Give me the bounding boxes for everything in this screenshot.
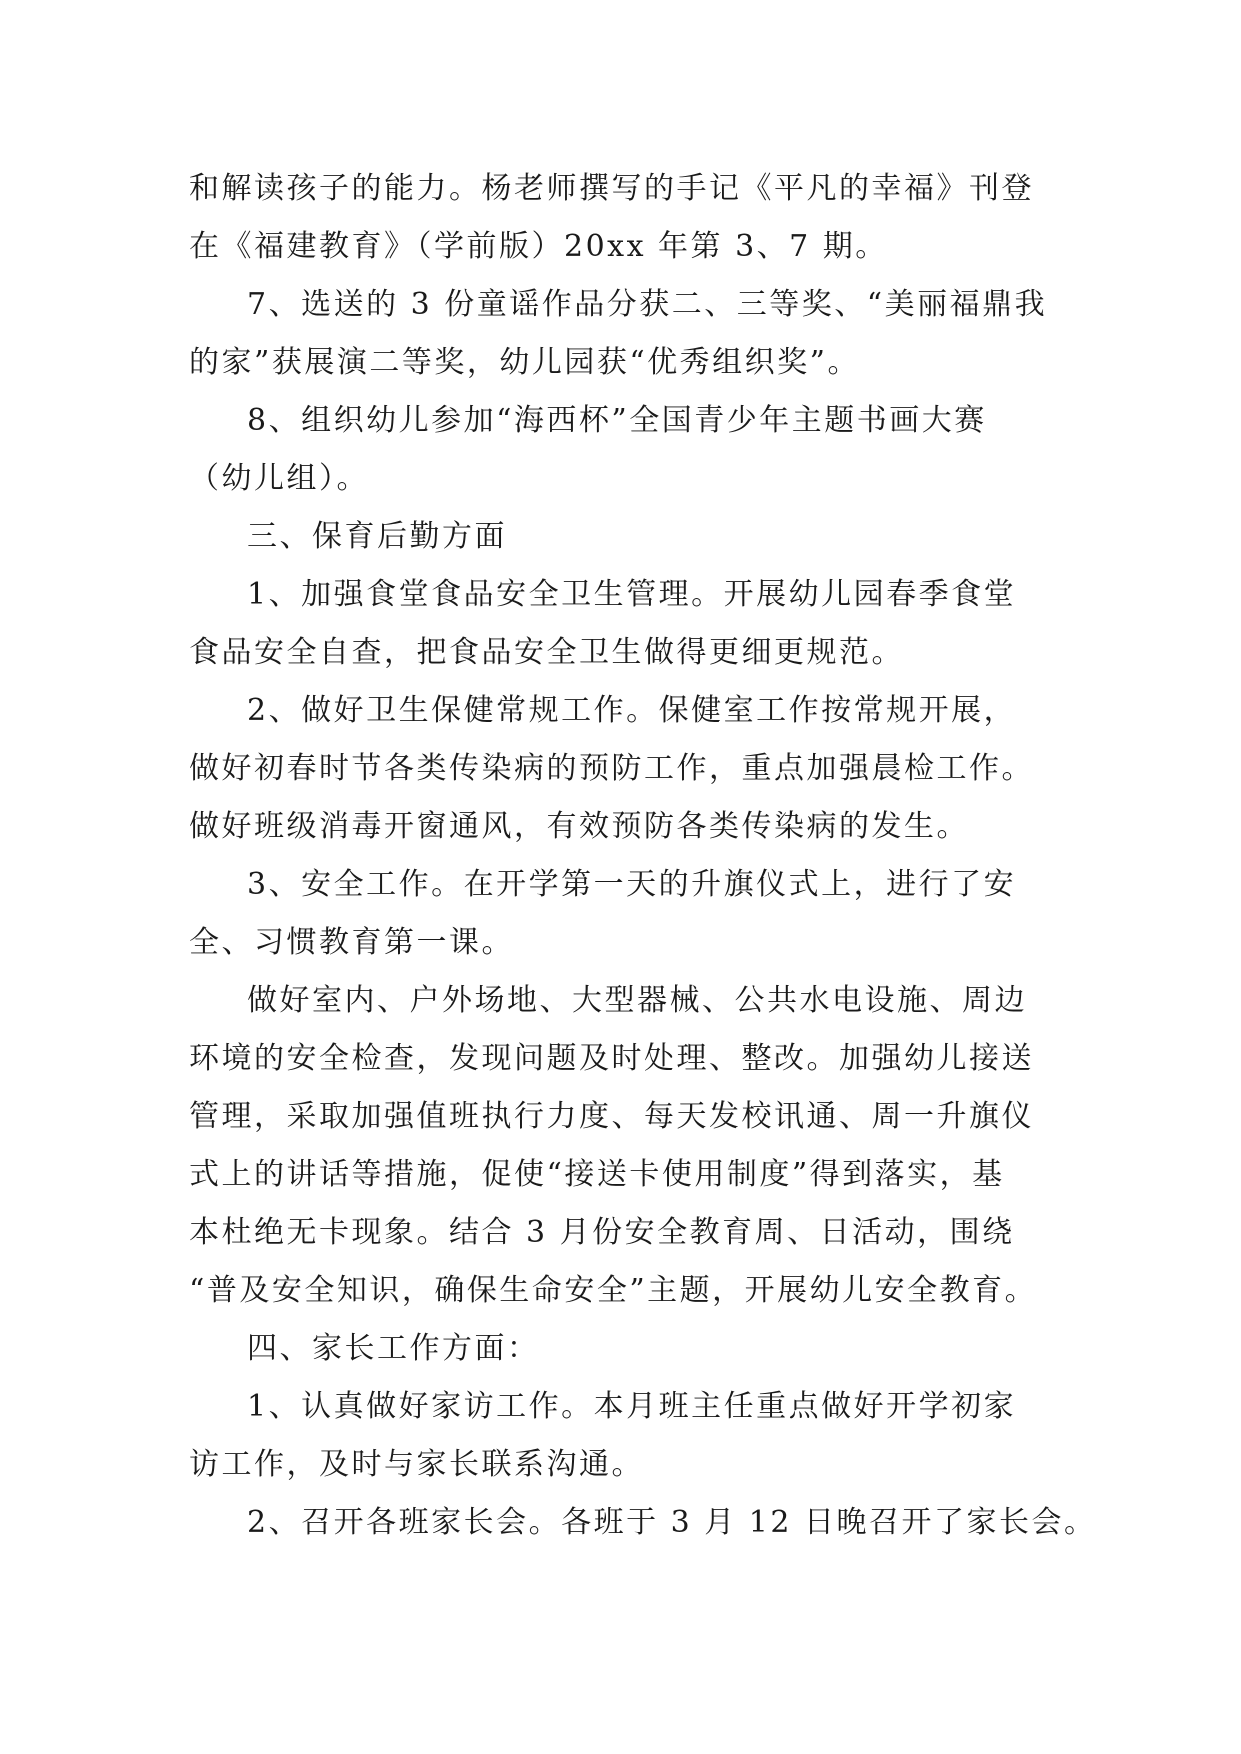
- text-line: 本杜绝无卡现象。结合 3 月份安全教育周、日活动，围绕: [189, 1215, 1015, 1250]
- paragraph: [189, 856, 1053, 972]
- text-line: 7、选送的 3 份童谣作品分获二、三等奖、“美丽福鼎我: [247, 287, 1048, 322]
- text-line: 1、认真做好家访工作。本月班主任重点做好开学初家: [247, 1389, 1017, 1424]
- text-line: “普及安全知识，确保生命安全”主题，开展幼儿安全教育。: [189, 1273, 1038, 1308]
- text-line: 四、家长工作方面：: [247, 1331, 540, 1366]
- paragraph: [189, 1494, 1097, 1552]
- text-line: 3、安全工作。在开学第一天的升旗仪式上，进行了安: [247, 867, 1017, 902]
- text-line: （幼儿组）。: [189, 461, 369, 496]
- text-line: 三、保育后勤方面: [247, 519, 507, 554]
- text-line: 管理，采取加强值班执行力度、每天发校讯通、周一升旗仪: [189, 1099, 1034, 1134]
- text-line: 1、加强食堂食品安全卫生管理。开展幼儿园春季食堂: [247, 577, 1017, 612]
- paragraph: [189, 508, 1053, 566]
- paragraph: [189, 566, 1053, 682]
- paragraph: [189, 160, 1053, 276]
- text-line: 访工作，及时与家长联系沟通。: [189, 1447, 644, 1482]
- text-line: 做好初春时节各类传染病的预防工作，重点加强晨检工作。: [189, 751, 1034, 786]
- paragraph: [189, 682, 1053, 856]
- paragraph: [189, 1320, 1053, 1378]
- paragraph: [189, 1378, 1053, 1494]
- text-line: 做好室内、户外场地、大型器械、公共水电设施、周边: [247, 983, 1027, 1018]
- paragraph: [189, 392, 1053, 508]
- text-line: 的家”获展演二等奖，幼儿园获“优秀组织奖”。: [189, 345, 861, 380]
- text-line: 2、做好卫生保健常规工作。保健室工作按常规开展，: [247, 693, 1017, 728]
- text-line: 8、组织幼儿参加“海西杯”全国青少年主题书画大赛: [247, 403, 987, 438]
- text-line: 2、召开各班家长会。各班于 3 月 12 日晚召开了家长会。: [247, 1505, 1097, 1540]
- text-line: 全、习惯教育第一课。: [189, 925, 514, 960]
- text-line: 环境的安全检查，发现问题及时处理、整改。加强幼儿接送: [189, 1041, 1034, 1076]
- paragraph: [189, 276, 1053, 392]
- text-line: 在《福建教育》（学前版）20xx 年第 3、7 期。: [189, 229, 888, 264]
- text-line: 食品安全自查，把食品安全卫生做得更细更规范。: [189, 635, 904, 670]
- text-line: 和解读孩子的能力。杨老师撰写的手记《平凡的幸福》刊登: [189, 171, 1034, 206]
- text-line: 式上的讲话等措施，促使“接送卡使用制度”得到落实，基: [189, 1157, 1005, 1192]
- paragraph: [189, 972, 1053, 1320]
- text-line: 做好班级消毒开窗通风，有效预防各类传染病的发生。: [189, 809, 969, 844]
- document-body: [189, 160, 1097, 1552]
